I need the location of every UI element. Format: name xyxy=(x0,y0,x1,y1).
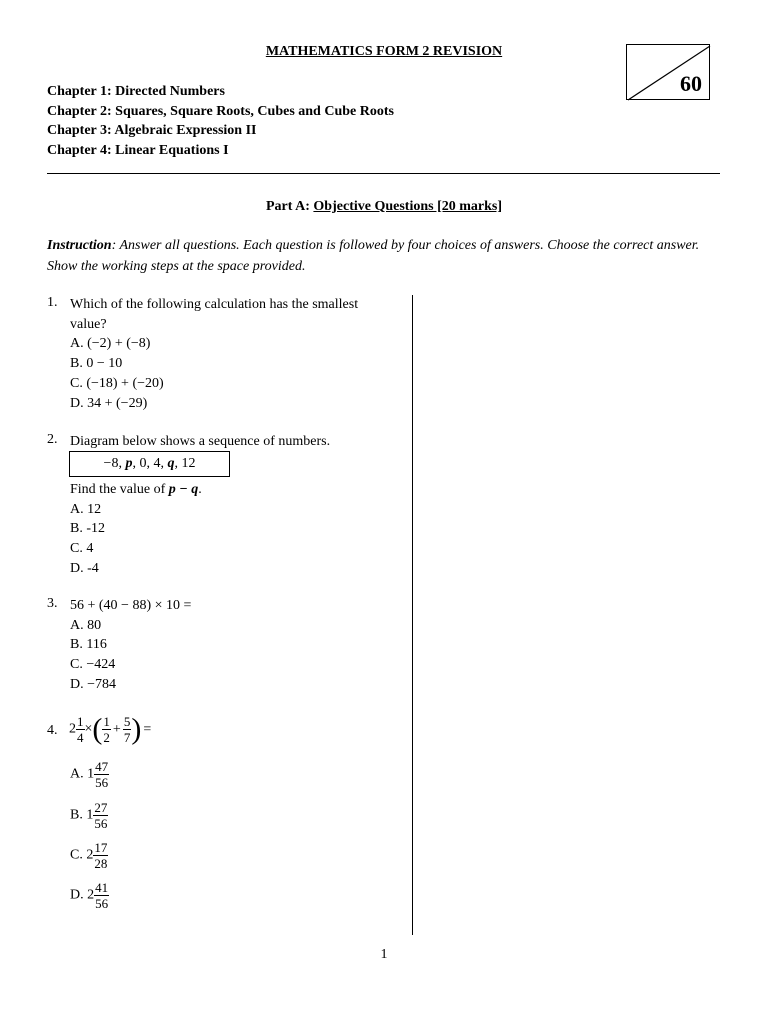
q2-option-d: D. -4 xyxy=(70,560,99,576)
total-marks: 60 xyxy=(680,71,702,96)
seq-part-3: , 12 xyxy=(174,456,196,471)
q4-d-num: 41 xyxy=(95,880,109,895)
chapter-list xyxy=(47,82,394,160)
q4-a-label: A. xyxy=(70,766,84,782)
q1-option-c: C. (−18) + (−20) xyxy=(70,375,164,391)
q4-b-num: 27 xyxy=(94,800,108,815)
q4-equals: = xyxy=(143,721,152,737)
q2-find-prefix: Find the value of xyxy=(70,482,169,497)
q4-option-b xyxy=(70,800,108,831)
q4-d-label: D. xyxy=(70,887,84,903)
q4-a-whole: 1 xyxy=(87,766,95,782)
q4-b-whole: 1 xyxy=(86,807,94,823)
q4-number: 4. xyxy=(47,723,58,738)
q3-text: 56 + (40 − 88) × 10 = xyxy=(70,598,192,613)
q4-d-whole: 2 xyxy=(87,887,95,903)
instruction-text: : Answer all questions. Each question is followed by four choices of answers. Choose the correct answer. Show the working steps at the space provided. xyxy=(47,238,700,274)
q4-f1-den: 4 xyxy=(77,730,84,745)
q4-a-fraction xyxy=(94,759,109,790)
q4-c-den: 28 xyxy=(94,856,108,871)
page-number: 1 xyxy=(380,947,388,962)
q4-option-c xyxy=(70,840,108,871)
q2-option-a: A. 12 xyxy=(70,501,102,517)
q4-c-fraction xyxy=(93,840,108,871)
q3-option-a: A. 80 xyxy=(70,617,102,633)
question-3 xyxy=(70,596,191,695)
chapter-3: Chapter 3: Algebraic Expression II xyxy=(47,123,257,138)
q4-close-paren: ) xyxy=(131,712,142,746)
q4-plus: + xyxy=(112,721,121,737)
q3-option-b: B. 116 xyxy=(70,637,107,653)
q4-open-paren: ( xyxy=(92,712,103,746)
q1-number: 1. xyxy=(47,295,58,310)
q2-find xyxy=(70,480,202,500)
q2-find-suffix: . xyxy=(198,482,202,497)
q4-f2-den: 2 xyxy=(103,730,110,745)
q4-f1-num: 1 xyxy=(77,714,84,729)
q2-option-b: B. -12 xyxy=(70,521,105,537)
instruction-label: Instruction xyxy=(47,238,112,253)
question-2-body xyxy=(70,480,202,579)
q4-b-label: B. xyxy=(70,807,83,823)
q3-number: 3. xyxy=(47,596,58,611)
q4-times: × xyxy=(84,721,93,737)
q4-option-d xyxy=(70,880,109,911)
q4-b-den: 56 xyxy=(94,816,108,831)
chapter-1: Chapter 1: Directed Numbers xyxy=(47,84,225,99)
q4-c-label: C. xyxy=(70,847,83,863)
q2-option-c: C. 4 xyxy=(70,541,94,557)
q4-a-den: 56 xyxy=(95,775,109,790)
q3-option-c: C. −424 xyxy=(70,657,116,673)
q4-option-a xyxy=(70,759,109,790)
q1-text-line1: Which of the following calculation has the smallest xyxy=(70,297,359,312)
q1-text-line2: value? xyxy=(70,316,107,332)
sequence-box xyxy=(69,451,230,477)
q4-whole: 2 xyxy=(69,721,76,737)
q4-fraction-2 xyxy=(102,714,111,745)
question-1 xyxy=(70,295,358,413)
q4-f3-den: 7 xyxy=(123,730,131,745)
q4-d-fraction xyxy=(94,880,109,911)
q3-option-d: D. −784 xyxy=(70,676,117,692)
q4-f3-num: 5 xyxy=(123,714,131,729)
q4-d-den: 56 xyxy=(95,896,109,911)
q4-a-num: 47 xyxy=(95,759,109,774)
q4-c-num: 17 xyxy=(94,840,108,855)
document-title: MATHEMATICS FORM 2 REVISION xyxy=(265,44,503,59)
seq-part-1: −8, xyxy=(103,456,126,471)
q4-fraction-1 xyxy=(76,714,85,745)
seq-q: q xyxy=(167,456,175,471)
header-divider xyxy=(47,173,720,174)
q4-expression xyxy=(69,714,151,745)
q4-c-whole: 2 xyxy=(86,847,94,863)
chapter-2: Chapter 2: Squares, Square Roots, Cubes and Cube Roots xyxy=(47,103,394,119)
q2-text: Diagram below shows a sequence of numbers. xyxy=(70,434,331,449)
q1-option-a: A. (−2) + (−8) xyxy=(70,336,151,352)
q1-option-d: D. 34 + (−29) xyxy=(70,395,148,411)
q2-find-expr: p − q xyxy=(168,482,199,497)
q4-b-fraction xyxy=(93,800,108,831)
part-title: Objective Questions [20 marks] xyxy=(313,199,503,214)
part-prefix: Part A: xyxy=(265,199,314,214)
q4-f2-num: 1 xyxy=(103,714,110,729)
instruction xyxy=(47,235,727,277)
part-heading xyxy=(0,199,768,215)
seq-part-2: , 0, 4, xyxy=(132,456,168,471)
q1-option-b: B. 0 − 10 xyxy=(70,356,123,372)
working-space-divider xyxy=(412,295,413,935)
q2-number: 2. xyxy=(47,432,58,447)
score-box xyxy=(626,44,710,100)
chapter-4: Chapter 4: Linear Equations I xyxy=(47,142,229,158)
seq-p: p xyxy=(125,456,133,471)
